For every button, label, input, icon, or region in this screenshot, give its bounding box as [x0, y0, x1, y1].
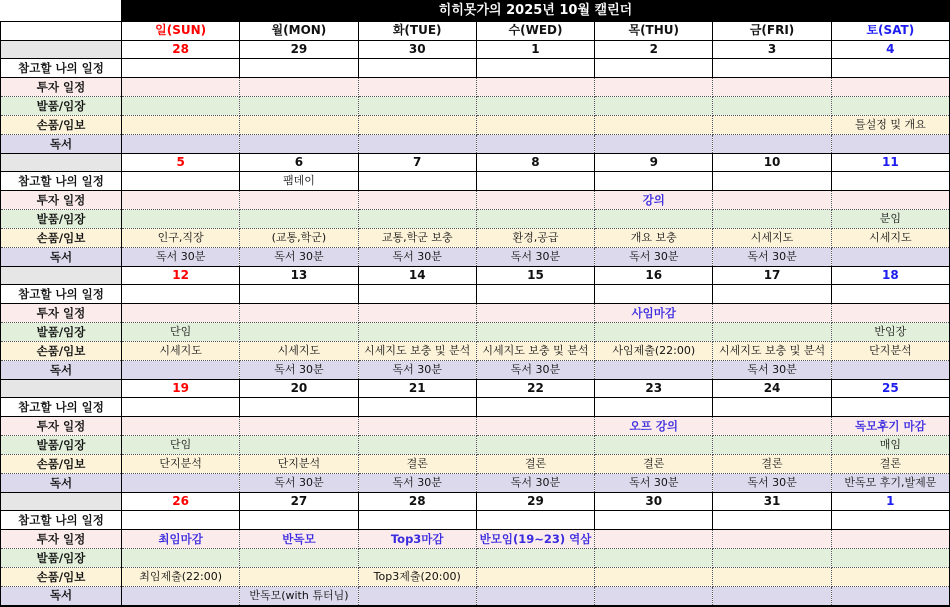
cell-reading-sun	[122, 361, 240, 380]
cell-reading-tue: 독서 30분	[358, 361, 476, 380]
cell-reading-sat	[831, 135, 949, 154]
corner-blank	[1, 1, 122, 22]
cell-invest-sun	[122, 191, 240, 210]
row-label-invest: 투자 일정	[1, 417, 122, 436]
row-label-invest: 투자 일정	[1, 304, 122, 323]
day-header-wed: 수(WED)	[476, 22, 594, 41]
date-cell-fri: 17	[713, 267, 831, 285]
cell-reading-fri	[713, 135, 831, 154]
date-cell-sun: 12	[122, 267, 240, 285]
cell-reading-sun	[122, 135, 240, 154]
date-cell-mon: 13	[240, 267, 358, 285]
cell-desk-fri: 결론	[713, 455, 831, 474]
cell-field-sun	[122, 549, 240, 568]
cell-field-sun	[122, 210, 240, 229]
cell-invest-sat	[831, 304, 949, 323]
week-2-date-label-cell	[1, 154, 122, 172]
date-cell-thu: 2	[595, 41, 713, 59]
cell-field-mon	[240, 97, 358, 116]
date-cell-fri: 3	[713, 41, 831, 59]
date-cell-sun: 5	[122, 154, 240, 172]
cell-field-thu	[595, 210, 713, 229]
date-cell-tue: 28	[358, 493, 476, 511]
cell-invest-sat	[831, 191, 949, 210]
cell-invest-wed	[476, 417, 594, 436]
cell-reading-mon	[240, 135, 358, 154]
row-label-reading: 독서	[1, 587, 122, 606]
cell-reading-thu	[595, 361, 713, 380]
cell-reading-tue	[358, 135, 476, 154]
week-3-row-desk	[1, 342, 950, 361]
row-label-desk: 손품/임보	[1, 342, 122, 361]
row-label-field: 발품/임장	[1, 97, 122, 116]
date-cell-thu: 30	[595, 493, 713, 511]
cell-reading-mon: 독서 30분	[240, 474, 358, 493]
cell-memo-wed	[476, 511, 594, 530]
week-3-date-row	[1, 267, 950, 285]
date-cell-fri: 24	[713, 380, 831, 398]
row-label-memo: 참고할 나의 일정	[1, 398, 122, 417]
cell-reading-wed: 독서 30분	[476, 361, 594, 380]
row-label-desk: 손품/임보	[1, 568, 122, 587]
cell-field-thu	[595, 549, 713, 568]
cell-invest-thu: 강의	[595, 191, 713, 210]
cell-desk-sun: 단지분석	[122, 455, 240, 474]
row-label-memo: 참고할 나의 일정	[1, 172, 122, 191]
cell-memo-fri	[713, 511, 831, 530]
cell-invest-tue	[358, 304, 476, 323]
week-4-date-row	[1, 380, 950, 398]
cell-invest-tue	[358, 191, 476, 210]
cell-desk-sat: 틀설정 및 개요	[831, 116, 949, 135]
cell-field-mon	[240, 323, 358, 342]
cell-invest-mon	[240, 78, 358, 97]
cell-invest-sun	[122, 78, 240, 97]
cell-invest-tue: Top3마감	[358, 530, 476, 549]
cell-invest-wed	[476, 191, 594, 210]
cell-desk-sat: 단지분석	[831, 342, 949, 361]
cell-desk-wed: 시세지도 보충 및 분석	[476, 342, 594, 361]
cell-invest-tue	[358, 417, 476, 436]
cell-field-tue	[358, 97, 476, 116]
date-cell-tue: 14	[358, 267, 476, 285]
date-cell-wed: 22	[476, 380, 594, 398]
cell-field-sun: 단임	[122, 436, 240, 455]
cell-memo-mon	[240, 285, 358, 304]
row-label-reading: 독서	[1, 474, 122, 493]
cell-invest-thu	[595, 530, 713, 549]
date-cell-thu: 9	[595, 154, 713, 172]
week-5-row-memo	[1, 511, 950, 530]
cell-field-thu	[595, 323, 713, 342]
day-header-sun: 일(SUN)	[122, 22, 240, 41]
cell-desk-sun: 시세지도	[122, 342, 240, 361]
date-cell-sat: 11	[831, 154, 949, 172]
week-3-row-invest	[1, 304, 950, 323]
cell-desk-sat: 결론	[831, 455, 949, 474]
week-2-row-memo	[1, 172, 950, 191]
cell-invest-fri	[713, 78, 831, 97]
week-1-row-reading	[1, 135, 950, 154]
cell-memo-sat	[831, 285, 949, 304]
cell-reading-mon: 독서 30분	[240, 361, 358, 380]
cell-memo-mon	[240, 398, 358, 417]
cell-reading-mon: 반독모(with 튜터님)	[240, 587, 358, 606]
cell-invest-sun	[122, 417, 240, 436]
cell-invest-fri	[713, 530, 831, 549]
cell-memo-wed	[476, 59, 594, 78]
week-1-row-memo	[1, 59, 950, 78]
cell-field-tue	[358, 549, 476, 568]
cell-invest-sun: 최임마감	[122, 530, 240, 549]
cell-field-sun	[122, 97, 240, 116]
date-cell-sun: 28	[122, 41, 240, 59]
cell-invest-wed: 반모임(19~23) 역삼	[476, 530, 594, 549]
cell-invest-fri	[713, 191, 831, 210]
cell-memo-sun	[122, 59, 240, 78]
cell-field-thu	[595, 97, 713, 116]
date-cell-wed: 15	[476, 267, 594, 285]
day-header-sat: 토(SAT)	[831, 22, 949, 41]
cell-desk-mon	[240, 116, 358, 135]
cell-desk-tue: 시세지도 보충 및 분석	[358, 342, 476, 361]
cell-memo-sat	[831, 59, 949, 78]
cell-desk-wed	[476, 568, 594, 587]
cell-reading-wed	[476, 135, 594, 154]
date-cell-tue: 21	[358, 380, 476, 398]
cell-memo-thu	[595, 59, 713, 78]
cell-desk-thu	[595, 568, 713, 587]
cell-memo-sun	[122, 511, 240, 530]
week-5-row-field	[1, 549, 950, 568]
cell-invest-mon	[240, 417, 358, 436]
cell-desk-sat: 시세지도	[831, 229, 949, 248]
cell-reading-sat	[831, 361, 949, 380]
week-5-date-row	[1, 493, 950, 511]
cell-invest-wed	[476, 304, 594, 323]
cell-memo-sat	[831, 398, 949, 417]
cell-reading-sun	[122, 474, 240, 493]
cell-invest-mon	[240, 304, 358, 323]
row-label-desk: 손품/임보	[1, 229, 122, 248]
cell-reading-tue: 독서 30분	[358, 474, 476, 493]
cell-desk-thu: 개요 보충	[595, 229, 713, 248]
date-cell-mon: 6	[240, 154, 358, 172]
cell-reading-fri: 독서 30분	[713, 474, 831, 493]
date-cell-tue: 30	[358, 41, 476, 59]
cell-desk-fri: 시세지도 보충 및 분석	[713, 342, 831, 361]
cell-invest-fri	[713, 304, 831, 323]
cell-field-mon	[240, 549, 358, 568]
cell-memo-sat	[831, 172, 949, 191]
week-2-date-row	[1, 154, 950, 172]
cell-field-mon	[240, 210, 358, 229]
cell-memo-tue	[358, 285, 476, 304]
week-3-date-label-cell	[1, 267, 122, 285]
week-5-row-desk	[1, 568, 950, 587]
cell-memo-mon	[240, 59, 358, 78]
cell-field-wed	[476, 436, 594, 455]
cell-reading-sat	[831, 248, 949, 267]
date-cell-sat: 18	[831, 267, 949, 285]
cell-desk-wed: 환경,공급	[476, 229, 594, 248]
week-5-row-invest	[1, 530, 950, 549]
row-label-invest: 투자 일정	[1, 191, 122, 210]
row-label-reading: 독서	[1, 135, 122, 154]
cell-memo-fri	[713, 59, 831, 78]
cell-memo-sun	[122, 398, 240, 417]
cell-reading-fri: 독서 30분	[713, 361, 831, 380]
day-header-blank	[1, 22, 122, 41]
row-label-invest: 투자 일정	[1, 78, 122, 97]
cell-invest-wed	[476, 78, 594, 97]
calendar-body	[1, 1, 950, 606]
cell-desk-fri	[713, 568, 831, 587]
cell-field-tue	[358, 323, 476, 342]
date-cell-thu: 16	[595, 267, 713, 285]
cell-field-sat: 분임	[831, 210, 949, 229]
cell-field-fri	[713, 323, 831, 342]
title-row	[1, 1, 950, 22]
cell-field-sat	[831, 549, 949, 568]
cell-reading-sat: 반독모 후기,발제문	[831, 474, 949, 493]
cell-memo-thu	[595, 285, 713, 304]
cell-invest-mon: 반독모	[240, 530, 358, 549]
date-cell-fri: 10	[713, 154, 831, 172]
cell-invest-thu: 사임마감	[595, 304, 713, 323]
cell-desk-tue	[358, 116, 476, 135]
cell-field-wed	[476, 549, 594, 568]
cell-desk-tue: 교통,학군 보충	[358, 229, 476, 248]
week-2-row-reading	[1, 248, 950, 267]
cell-desk-thu	[595, 116, 713, 135]
row-label-field: 발품/임장	[1, 436, 122, 455]
cell-desk-sat	[831, 568, 949, 587]
week-1-row-invest	[1, 78, 950, 97]
cell-reading-wed: 독서 30분	[476, 248, 594, 267]
cell-field-thu	[595, 436, 713, 455]
date-cell-sun: 26	[122, 493, 240, 511]
cell-field-mon	[240, 436, 358, 455]
cell-memo-thu	[595, 398, 713, 417]
cell-desk-wed	[476, 116, 594, 135]
cell-memo-mon: 팸데이	[240, 172, 358, 191]
date-cell-mon: 29	[240, 41, 358, 59]
row-label-desk: 손품/임보	[1, 116, 122, 135]
row-label-desk: 손품/임보	[1, 455, 122, 474]
cell-reading-fri: 독서 30분	[713, 248, 831, 267]
cell-memo-mon	[240, 511, 358, 530]
cell-memo-tue	[358, 511, 476, 530]
cell-desk-wed: 결론	[476, 455, 594, 474]
cell-field-sat: 매임	[831, 436, 949, 455]
cell-desk-thu: 결론	[595, 455, 713, 474]
week-4-date-label-cell	[1, 380, 122, 398]
cell-reading-thu	[595, 135, 713, 154]
cell-field-fri	[713, 549, 831, 568]
week-3-row-reading	[1, 361, 950, 380]
date-cell-mon: 20	[240, 380, 358, 398]
cell-memo-wed	[476, 398, 594, 417]
cell-field-tue	[358, 210, 476, 229]
cell-invest-sat: 독모후기 마감	[831, 417, 949, 436]
cell-memo-sun	[122, 172, 240, 191]
cell-invest-sat	[831, 530, 949, 549]
row-label-memo: 참고할 나의 일정	[1, 511, 122, 530]
cell-reading-thu: 독서 30분	[595, 474, 713, 493]
week-2-row-desk	[1, 229, 950, 248]
week-3-row-memo	[1, 285, 950, 304]
cell-desk-sun	[122, 116, 240, 135]
cell-desk-mon: 시세지도	[240, 342, 358, 361]
cell-invest-sat	[831, 78, 949, 97]
cell-reading-sun: 독서 30분	[122, 248, 240, 267]
week-1-row-desk	[1, 116, 950, 135]
date-cell-sun: 19	[122, 380, 240, 398]
row-label-invest: 투자 일정	[1, 530, 122, 549]
cell-field-wed	[476, 97, 594, 116]
day-header-mon: 월(MON)	[240, 22, 358, 41]
cell-field-sat: 반임장	[831, 323, 949, 342]
date-cell-thu: 23	[595, 380, 713, 398]
row-label-memo: 참고할 나의 일정	[1, 59, 122, 78]
week-2-row-field	[1, 210, 950, 229]
cell-field-wed	[476, 323, 594, 342]
cell-desk-sun: 인구,직장	[122, 229, 240, 248]
date-cell-sat: 1	[831, 493, 949, 511]
cell-desk-sun: 최임제출(22:00)	[122, 568, 240, 587]
day-header-thu: 목(THU)	[595, 22, 713, 41]
cell-memo-tue	[358, 172, 476, 191]
cell-invest-thu: 오프 강의	[595, 417, 713, 436]
calendar-title: 히히못가의 2025년 10월 캘린더	[122, 1, 950, 22]
row-label-reading: 독서	[1, 248, 122, 267]
date-cell-sat: 25	[831, 380, 949, 398]
cell-desk-fri: 시세지도	[713, 229, 831, 248]
cell-memo-sun	[122, 285, 240, 304]
cell-memo-fri	[713, 172, 831, 191]
cell-reading-wed: 독서 30분	[476, 474, 594, 493]
row-label-field: 발품/임장	[1, 549, 122, 568]
date-cell-fri: 31	[713, 493, 831, 511]
cell-desk-mon	[240, 568, 358, 587]
cell-field-fri	[713, 436, 831, 455]
date-cell-mon: 27	[240, 493, 358, 511]
row-label-field: 발품/임장	[1, 210, 122, 229]
cell-reading-thu: 독서 30분	[595, 248, 713, 267]
cell-invest-fri	[713, 417, 831, 436]
cell-desk-thu: 사임제출(22:00)	[595, 342, 713, 361]
cell-field-fri	[713, 210, 831, 229]
cell-reading-tue: 독서 30분	[358, 248, 476, 267]
week-4-row-memo	[1, 398, 950, 417]
cell-memo-sat	[831, 511, 949, 530]
day-header-row	[1, 22, 950, 41]
cell-desk-tue: 결론	[358, 455, 476, 474]
date-cell-sat: 4	[831, 41, 949, 59]
cell-memo-thu	[595, 511, 713, 530]
cell-desk-mon: 단지분석	[240, 455, 358, 474]
cell-memo-tue	[358, 398, 476, 417]
week-4-row-field	[1, 436, 950, 455]
cell-desk-fri	[713, 116, 831, 135]
week-5-date-label-cell	[1, 493, 122, 511]
row-label-reading: 독서	[1, 361, 122, 380]
cell-invest-sun	[122, 304, 240, 323]
date-cell-tue: 7	[358, 154, 476, 172]
cell-field-wed	[476, 210, 594, 229]
row-label-field: 발품/임장	[1, 323, 122, 342]
cell-invest-tue	[358, 78, 476, 97]
cell-desk-tue: Top3제출(20:00)	[358, 568, 476, 587]
week-4-row-reading	[1, 474, 950, 493]
date-cell-wed: 8	[476, 154, 594, 172]
cell-memo-fri	[713, 285, 831, 304]
cell-memo-fri	[713, 398, 831, 417]
cell-desk-mon: (교통,학군)	[240, 229, 358, 248]
week-1-date-row	[1, 41, 950, 59]
week-2-row-invest	[1, 191, 950, 210]
cell-field-sun: 단임	[122, 323, 240, 342]
cell-memo-tue	[358, 59, 476, 78]
week-1-date-label-cell	[1, 41, 122, 59]
date-cell-wed: 1	[476, 41, 594, 59]
date-cell-wed: 29	[476, 493, 594, 511]
cell-reading-mon: 독서 30분	[240, 248, 358, 267]
week-1-row-field	[1, 97, 950, 116]
cell-field-tue	[358, 436, 476, 455]
week-4-row-desk	[1, 455, 950, 474]
cell-invest-thu	[595, 78, 713, 97]
week-4-row-invest	[1, 417, 950, 436]
cell-invest-mon	[240, 191, 358, 210]
cell-memo-wed	[476, 172, 594, 191]
cell-field-sat	[831, 97, 949, 116]
cell-memo-wed	[476, 285, 594, 304]
row-label-memo: 참고할 나의 일정	[1, 285, 122, 304]
cell-memo-thu	[595, 172, 713, 191]
day-header-fri: 금(FRI)	[713, 22, 831, 41]
week-3-row-field	[1, 323, 950, 342]
cell-field-fri	[713, 97, 831, 116]
day-header-tue: 화(TUE)	[358, 22, 476, 41]
